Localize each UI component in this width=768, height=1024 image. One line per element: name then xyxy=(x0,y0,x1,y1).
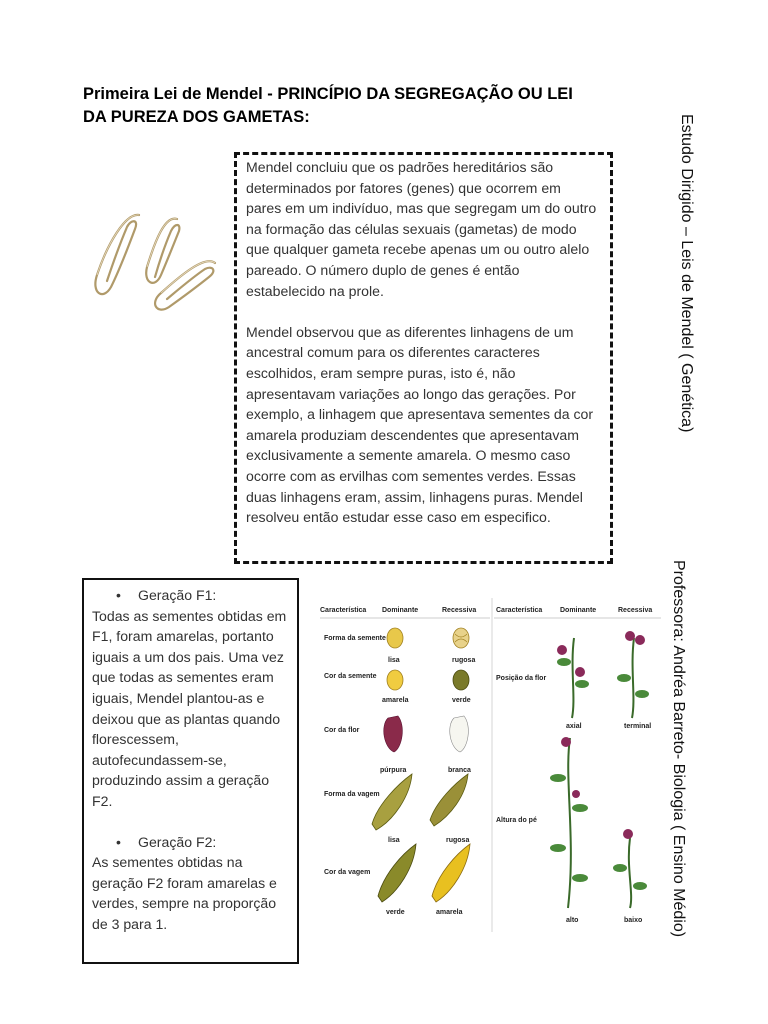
title-line-1: Primeira Lei de Mendel - PRINCÍPIO DA SEGREGAÇÃO OU LEI xyxy=(83,85,573,103)
dominant-label: verde xyxy=(386,909,405,916)
recessive-label: rugosa xyxy=(452,657,476,664)
trait-label: Cor da flor xyxy=(324,727,360,734)
dominant-label: lisa xyxy=(388,657,400,664)
f1-text: Todas as sementes obtidas em F1, foram amarelas, portanto iguais a um dos pais. Uma vez que todas as sementes eram iguais, Mendel plantou-as e deixou que as plantas quando florescessem, autofecundassem-se, produzindo assim a geração F2. xyxy=(92,607,287,809)
dominant-label: amarela xyxy=(382,697,409,704)
white-flower-icon xyxy=(450,716,469,752)
recessive-label: rugosa xyxy=(446,837,470,844)
paragraph-pure-lines: Mendel observou que as diferentes linhagens de um ancestral comum para os diferentes caracteres escolhidos, eram sempre puras, isto é, não apresentavam variações ao longo das gerações. Por exemplo, a linhagem que apresentava sementes da cor amarela produziam descendentes que apresentavam exclusivamente a semente amarela. O mesmo caso ocorre com as ervilhas com sementes verdes. Essas duas linhagens eram, assim, linhagens puras. Mendel resolveu então estudar esse caso em especifico. xyxy=(246,323,594,526)
trait-label: Altura do pé xyxy=(496,817,537,824)
header-dominant-left: Dominante xyxy=(382,607,419,614)
segregation-text-box xyxy=(234,152,613,564)
green-seed-icon xyxy=(453,670,469,690)
recessive-label: amarela xyxy=(436,909,463,916)
title-line-2: DA PUREZA DOS GAMETAS: xyxy=(83,108,310,126)
recessive-label: terminal xyxy=(624,723,652,730)
smooth-pod-icon xyxy=(372,774,412,830)
dominant-label: púrpura xyxy=(380,767,407,774)
yellow-pod-icon xyxy=(432,844,470,902)
header-dominant-right: Dominante xyxy=(560,607,597,614)
terminal-flower-plant-icon xyxy=(617,631,649,718)
wrinkled-seed-icon xyxy=(453,628,469,648)
side-title-teacher: Professora: Andréa Barreto- Biologia ( Ensino Médio) xyxy=(670,560,687,938)
trait-label: Cor da vagem xyxy=(324,869,371,876)
side-title-study: Estudo Dirigido – Leis de Mendel ( Genética) xyxy=(678,114,695,433)
recessive-label: branca xyxy=(448,767,471,774)
short-plant-icon xyxy=(613,829,647,908)
paperclips-image xyxy=(85,205,235,325)
recessive-label: verde xyxy=(452,697,471,704)
green-pod-icon xyxy=(378,844,416,902)
dominant-label: lisa xyxy=(388,837,400,844)
f2-heading: • Geração F2: xyxy=(92,832,291,853)
trait-label: Cor da semente xyxy=(324,673,377,680)
header-characteristic-right: Característica xyxy=(496,607,543,614)
trait-label: Forma da vagem xyxy=(324,791,380,798)
mendel-traits-figure xyxy=(318,598,663,932)
header-recessive-left: Recessiva xyxy=(442,607,477,614)
dominant-label: axial xyxy=(566,723,582,730)
axial-flower-plant-icon xyxy=(557,638,589,718)
tall-plant-icon xyxy=(550,737,588,908)
generations-box xyxy=(82,578,299,964)
paragraph-mendel-conclusion: Mendel concluiu que os padrões hereditários são determinados por fatores (genes) que ocorrem em pares em um indivíduo, mas que segregam um do outro na formação das células sexuais (gametas) de modo que qualquer gameta recebe apenas um ou outro alelo pareado. O número duplo de genes é então estabelecido na prole. xyxy=(246,159,597,299)
trait-label: Forma da semente xyxy=(324,635,386,642)
trait-label: Posição da flor xyxy=(496,675,547,682)
document-title xyxy=(83,83,643,129)
header-characteristic-left: Característica xyxy=(320,607,367,614)
header-recessive-right: Recessiva xyxy=(618,607,653,614)
smooth-seed-icon xyxy=(387,628,403,648)
f2-text: As sementes obtidas na geração F2 foram amarelas e verdes, sempre na proporção de 3 para 1. xyxy=(92,854,277,932)
f1-heading: • Geração F1: xyxy=(92,585,291,606)
recessive-label: baixo xyxy=(624,917,643,924)
purple-flower-icon xyxy=(384,716,403,752)
wrinkled-pod-icon xyxy=(430,774,468,826)
dominant-label: alto xyxy=(566,917,579,924)
yellow-seed-icon xyxy=(387,670,403,690)
